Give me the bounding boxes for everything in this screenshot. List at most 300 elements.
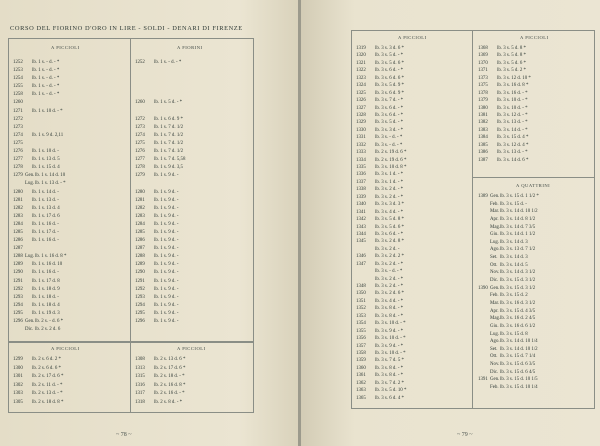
table-row xyxy=(356,75,470,82)
table-row xyxy=(135,91,249,99)
table-row xyxy=(135,278,249,286)
table-row xyxy=(135,229,249,237)
year-cell: 1336 xyxy=(356,172,366,178)
year-cell: 1356 xyxy=(356,336,366,342)
year-cell: 1391 xyxy=(478,377,488,383)
table-row xyxy=(356,320,470,327)
value-cell: lb. 3 s. 16 d. - * xyxy=(497,90,528,96)
column-divider xyxy=(130,342,131,412)
value-cell: lb. 3 s. 8 d. - * xyxy=(375,373,404,379)
value-cell: lb. 1 s. 15 d. 4 xyxy=(32,165,60,171)
table-row xyxy=(478,254,592,262)
value-cell: lb. 1 s. 9 d. 3,5 xyxy=(154,165,183,171)
value-cell: lb. 3 s. 5 d. 2 * xyxy=(497,68,526,74)
column-header: A PICCIOLI xyxy=(520,35,549,40)
value-cell: lb. 3 s. 4 d. - * xyxy=(375,298,404,304)
table-row xyxy=(478,67,592,74)
table-row xyxy=(13,91,127,99)
left-top-table xyxy=(8,38,254,343)
year-cell: 1348 xyxy=(356,284,366,289)
table-row xyxy=(478,361,592,369)
table-row xyxy=(356,238,470,245)
year-cell: 1375 xyxy=(478,83,488,89)
year-cell: 1290 xyxy=(13,270,23,276)
value-cell: lb. 3 s. - d. - * xyxy=(375,142,403,148)
table-row xyxy=(478,331,592,339)
left-bottom-col-1 xyxy=(13,356,127,412)
year-cell: 1332 xyxy=(356,142,366,148)
right-table xyxy=(351,30,595,409)
value-cell: lb. 1 s. 9 d. - xyxy=(154,205,179,211)
table-row xyxy=(356,164,470,171)
table-row xyxy=(13,261,127,269)
year-cell: 1389 xyxy=(478,194,488,199)
value-cell: lb. 3 s. 15 d. 4 * xyxy=(497,135,529,141)
year-cell: 1354 xyxy=(356,321,366,327)
value-cell: lb. 3 s. 16 d. 6 1/2 xyxy=(500,323,536,329)
value-cell: lb. 3 s. 2 d. - * xyxy=(375,261,404,267)
year-cell: 1280 xyxy=(135,189,145,195)
year-cell: 1329 xyxy=(356,120,366,126)
table-row xyxy=(356,357,470,364)
value-cell: lb. 1 s. 9 d. - xyxy=(154,246,179,252)
month-cell: Mar. xyxy=(490,300,500,306)
month-cell: Mar. xyxy=(490,209,500,215)
table-row xyxy=(356,209,470,216)
value-cell: lb. 1 s. 17 d. - xyxy=(32,229,59,235)
value-cell: lb. 3 s. 2 d. - * xyxy=(375,284,404,289)
year-cell: 1327 xyxy=(356,105,366,111)
table-row xyxy=(356,261,470,268)
year-cell: 1324 xyxy=(356,83,366,89)
value-cell: lb. 3 s. 1 d. - * xyxy=(375,179,404,185)
value-cell: lb. 1 s. 16 d. 8 * xyxy=(35,254,67,260)
table-row xyxy=(13,156,127,164)
value-cell: lb. 1 s. 6 d. 9 * xyxy=(154,116,183,122)
value-cell: lb. 1 s. 13 d. 4 xyxy=(32,205,60,211)
year-cell: 1330 xyxy=(356,127,366,133)
value-cell: lb. 3 s. 13 d. - * xyxy=(497,150,528,156)
value-cell: lb. 1 s. 13 d. 5 xyxy=(32,157,60,163)
table-row xyxy=(356,268,470,275)
year-cell: 1340 xyxy=(356,202,366,208)
year-cell: 1292 xyxy=(13,286,23,292)
year-cell: 1352 xyxy=(356,306,366,312)
table-row xyxy=(356,290,470,297)
value-cell: lb. 2 s. 6 d. 2 * xyxy=(32,357,61,362)
table-row xyxy=(135,132,249,140)
value-cell: lb. 3 s. 12 d. 10 * xyxy=(497,75,531,81)
value-cell: lb. 3 s. 6 d. - * xyxy=(375,112,404,118)
value-cell: lb. 3 s. 2 d. - * xyxy=(375,276,404,282)
table-row xyxy=(478,142,592,149)
value-cell: lb. 1 s. 9 d. - xyxy=(154,278,179,284)
table-row xyxy=(356,112,470,119)
table-row xyxy=(135,99,249,107)
table-row xyxy=(356,365,470,372)
value-cell: lb. 3 s. 5 d. - * xyxy=(375,120,404,126)
year-cell: 1290 xyxy=(135,270,145,276)
page-number: ~ 78 ~ xyxy=(116,432,132,438)
table-row xyxy=(356,328,470,335)
year-cell: 1370 xyxy=(478,60,488,66)
value-cell: lb. 3 s. 5 d. 9 * xyxy=(375,83,404,89)
value-cell: lb. 1 s. 17 d. 8 xyxy=(32,278,60,284)
value-cell: lb. 3 s. 14 d. 10 1/2 xyxy=(500,209,538,215)
month-cell: Ott. xyxy=(490,262,498,268)
table-row xyxy=(13,356,127,365)
value-cell: lb. 3 s. 6 d. - * xyxy=(375,68,404,74)
value-cell: lb. 3 s. - d. - * xyxy=(375,135,403,141)
year-cell: 1360 xyxy=(356,365,366,371)
value-cell: lb. 1 s. - d. - * xyxy=(32,60,60,65)
value-cell: lb. 1 s. 7 d. 1/2 xyxy=(154,149,184,155)
table-row xyxy=(478,112,592,119)
table-row xyxy=(13,221,127,229)
table-row xyxy=(13,172,127,180)
table-row xyxy=(13,390,127,399)
value-cell: lb. 1 s. - d. - * xyxy=(32,68,60,74)
value-cell: lb. 3 s. 10 d. - * xyxy=(497,105,528,111)
value-cell: lb. 2 s. 19 d. 6 * xyxy=(375,157,407,163)
table-row xyxy=(13,310,127,318)
value-cell: lb. 1 s. 17 d. 6 xyxy=(32,213,60,219)
year-cell: 1289 xyxy=(135,262,145,268)
table-row xyxy=(13,229,127,237)
column-header: A PICCIOLI xyxy=(177,346,206,351)
table-row xyxy=(478,353,592,361)
year-cell: 1260 xyxy=(13,100,23,106)
value-cell: lb. 1 s. 7 d. 5,58 xyxy=(154,157,186,163)
value-cell: lb. 3 s. 15 d. 3 1/2 xyxy=(500,285,536,291)
table-row xyxy=(135,253,249,261)
year-cell: 1313 xyxy=(135,365,145,371)
value-cell: lb. 3 s. 1 d. - * xyxy=(375,172,404,178)
table-row xyxy=(478,75,592,82)
table-row xyxy=(13,294,127,302)
value-cell: lb. 3 s. 15 d. 4 3/5 xyxy=(500,308,536,314)
table-row xyxy=(135,205,249,213)
table-row xyxy=(135,261,249,269)
year-cell: 1282 xyxy=(135,205,145,211)
year-cell: 1334 xyxy=(356,157,366,163)
table-row xyxy=(356,60,470,67)
year-cell: 1252 xyxy=(135,60,145,65)
table-row xyxy=(356,395,470,402)
value-cell: lb. 1 s. 9 d. - xyxy=(154,197,179,203)
year-cell: 1272 xyxy=(135,116,145,122)
table-row xyxy=(478,346,592,354)
year-cell: 1296 xyxy=(135,319,145,324)
year-cell: 1277 xyxy=(13,157,23,163)
value-cell: lb. 3 s. 10 d. - * xyxy=(497,98,528,104)
value-cell: lb. 2 s. 16 d. 8 * xyxy=(154,382,186,388)
table-row xyxy=(356,350,470,357)
year-cell: 1341 xyxy=(356,209,366,215)
month-cell: Lug. xyxy=(490,239,500,245)
table-row xyxy=(478,231,592,239)
year-cell: 1357 xyxy=(356,343,366,349)
table-row xyxy=(478,134,592,141)
value-cell: lb. 1 s. 9 d. - xyxy=(154,221,179,227)
year-cell: 1343 xyxy=(356,224,366,230)
value-cell: lb. 1 s. 14 d. 10 xyxy=(35,173,66,179)
year-cell: 1345 xyxy=(356,239,366,245)
table-row xyxy=(356,380,470,387)
table-row xyxy=(135,189,249,197)
table-row xyxy=(478,300,592,308)
year-cell: 1390 xyxy=(478,285,488,291)
year-cell: 1291 xyxy=(135,278,145,284)
table-row xyxy=(13,108,127,116)
table-row xyxy=(478,262,592,270)
table-row xyxy=(13,278,127,286)
year-cell: 1339 xyxy=(356,194,366,200)
year-cell: 1292 xyxy=(135,286,145,292)
value-cell: lb. 3 s. 15 d. 1 1/2 * xyxy=(500,194,539,199)
left-top-col-2 xyxy=(135,59,249,342)
value-cell: lb. 1 s. 9 d. - xyxy=(154,294,179,300)
year-cell: 1287 xyxy=(135,246,145,252)
year-cell: 1279 xyxy=(13,173,23,179)
table-row xyxy=(356,343,470,350)
value-cell: lb. 3 s. 10 d. - * xyxy=(375,336,406,342)
table-row xyxy=(478,105,592,112)
table-row xyxy=(135,286,249,294)
table-row xyxy=(13,302,127,310)
table-row xyxy=(356,90,470,97)
table-row xyxy=(478,224,592,232)
table-row xyxy=(135,83,249,91)
year-cell: 1253 xyxy=(13,68,23,74)
year-cell: 1381 xyxy=(478,112,488,118)
year-cell: 1362 xyxy=(356,380,366,386)
value-cell: lb. 2 s. 6 d. 6 * xyxy=(32,365,61,371)
table-row xyxy=(356,387,470,394)
year-cell: 1302 xyxy=(13,382,23,388)
value-cell: lb. 3 s. 13 d. - * xyxy=(497,120,528,126)
table-row xyxy=(13,132,127,140)
table-row xyxy=(13,205,127,213)
table-row xyxy=(478,338,592,346)
year-cell: 1385 xyxy=(478,142,488,148)
year-cell: 1294 xyxy=(13,302,23,308)
year-cell: 1299 xyxy=(13,357,23,362)
year-cell: 1320 xyxy=(356,53,366,59)
table-row xyxy=(135,197,249,205)
table-row xyxy=(13,180,127,188)
year-cell: 1305 xyxy=(13,399,23,405)
month-cell: Giu. xyxy=(490,323,499,329)
year-cell: 1326 xyxy=(356,98,366,104)
value-cell: lb. 3 s. 15 d. 10 1/5 xyxy=(500,377,538,383)
value-cell: lb. 1 s. 16 d. - xyxy=(32,270,59,276)
sub-header: A QUATTRINI xyxy=(516,183,551,188)
year-cell: 1342 xyxy=(356,217,366,223)
value-cell: lb. 1 s. 9 d. - xyxy=(154,262,179,268)
value-cell: lb. 3 s. 14 d. 3 1/2 xyxy=(500,270,536,276)
value-cell: lb. 1 s. 18 d. - xyxy=(32,294,59,300)
value-cell: lb. 3 s. 6 d. - * xyxy=(375,231,404,237)
year-cell: 1363 xyxy=(356,388,366,394)
table-row xyxy=(135,116,249,124)
table-row xyxy=(356,142,470,149)
year-cell: 1273 xyxy=(135,124,145,130)
month-cell: Lug. xyxy=(25,181,35,187)
value-cell: lb. 1 s. 13 d. - * xyxy=(35,181,66,187)
value-cell: lb. 2 s. 8 d. - * xyxy=(154,399,183,405)
month-cell: Feb. xyxy=(490,293,499,299)
table-row xyxy=(356,134,470,141)
table-row xyxy=(135,164,249,172)
year-cell: 1319 xyxy=(356,46,366,51)
year-cell: 1272 xyxy=(13,116,23,122)
page-number: ~ 79 ~ xyxy=(457,432,473,438)
right-col-1 xyxy=(356,45,470,408)
value-cell: lb. 1 s. 7 d. 1/2 xyxy=(154,132,184,138)
value-cell: lb. 1 s. 9 d. - xyxy=(154,254,179,260)
year-cell: 1373 xyxy=(478,75,488,81)
value-cell: lb. 1 s. 16 d. - xyxy=(32,238,59,244)
year-cell: 1337 xyxy=(356,179,366,185)
table-row xyxy=(478,45,592,52)
value-cell: lb. 3 s. 4 d. - * xyxy=(375,209,404,215)
year-cell: 1283 xyxy=(135,213,145,219)
year-cell: 1384 xyxy=(478,135,488,141)
year-cell: 1276 xyxy=(13,149,23,155)
table-row xyxy=(478,308,592,316)
column-header: A FIORINI xyxy=(177,45,203,50)
table-row xyxy=(135,310,249,318)
month-cell: Lug. xyxy=(25,254,35,260)
column-header: A PICCIOLI xyxy=(398,35,427,40)
value-cell: lb. 3 s. 12 d. 4 * xyxy=(497,142,529,148)
value-cell: lb. 1 s. - d. - * xyxy=(32,84,60,90)
value-cell: lb. 2 s. 17 d. 6 * xyxy=(32,374,64,380)
value-cell: lb. 3 s. 5 d. 8 * xyxy=(497,53,526,59)
year-cell: 1316 xyxy=(135,382,145,388)
value-cell: lb. 1 s. - d. - * xyxy=(32,92,60,98)
value-cell: lb. 3 s. 6 d. 6 * xyxy=(375,75,404,81)
value-cell: lb. 1 s. - d. - * xyxy=(154,60,182,65)
table-row xyxy=(13,373,127,382)
value-cell: lb. 2 s. 17 d. 6 * xyxy=(154,365,186,371)
table-row xyxy=(478,193,592,201)
value-cell: lb. 3 s. 2 d. - xyxy=(375,246,400,252)
year-cell: 1288 xyxy=(13,254,23,260)
value-cell: lb. 3 s. 15 d. 2 xyxy=(500,293,528,299)
value-cell: lb. 2 s. - d. 6 * xyxy=(35,319,64,324)
value-cell: lb. 3 s. 16 d. 3 1/2 xyxy=(500,300,536,306)
table-row xyxy=(356,372,470,379)
table-row xyxy=(135,326,249,334)
value-cell: lb. 3 s. 5 d. 6 * xyxy=(375,60,404,66)
year-cell: 1291 xyxy=(13,278,23,284)
value-cell: lb. 3 s. 10 d. 8 * xyxy=(375,165,407,170)
value-cell: lb. 3 s. 3 d. - * xyxy=(375,127,404,133)
year-cell: 1285 xyxy=(135,229,145,235)
year-cell: 1368 xyxy=(478,46,488,51)
table-row xyxy=(135,245,249,253)
table-row xyxy=(13,286,127,294)
value-cell: lb. 3 s. 2 d. - * xyxy=(375,194,404,200)
table-row xyxy=(13,75,127,83)
value-cell: lb. 3 s. 5 d. 8 * xyxy=(497,46,526,51)
year-cell: 1293 xyxy=(13,294,23,300)
year-cell: 1275 xyxy=(13,140,23,146)
table-row xyxy=(478,149,592,156)
table-row xyxy=(13,399,127,408)
table-row xyxy=(13,148,127,156)
value-cell: lb. 2 s. 13 d. - * xyxy=(32,391,63,397)
year-cell: 1383 xyxy=(478,127,488,133)
year-cell: 1255 xyxy=(13,84,23,90)
value-cell: lb. 1 s. 7 d. 1/2 xyxy=(154,140,184,146)
value-cell: lb. 1 s. 9 d. - xyxy=(154,310,179,316)
column-divider xyxy=(472,31,473,408)
year-cell: 1300 xyxy=(13,365,23,371)
year-cell: 1347 xyxy=(356,261,366,267)
year-cell: 1350 xyxy=(356,291,366,297)
year-cell: 1293 xyxy=(135,294,145,300)
table-row xyxy=(13,213,127,221)
table-row xyxy=(356,171,470,178)
year-cell: 1378 xyxy=(478,90,488,96)
month-cell: Dic. xyxy=(25,327,34,333)
table-row xyxy=(13,116,127,124)
value-cell: lb. 3 s. 5 d. 10 * xyxy=(375,388,407,394)
table-row xyxy=(356,246,470,253)
month-cell: Mag. xyxy=(490,224,501,230)
table-row xyxy=(478,369,592,377)
table-row xyxy=(478,97,592,104)
table-row xyxy=(356,298,470,305)
table-row xyxy=(135,59,249,67)
left-bottom-col-2 xyxy=(135,356,249,412)
year-cell: 1351 xyxy=(356,298,366,304)
month-cell: Ago. xyxy=(490,247,500,253)
table-row xyxy=(478,239,592,247)
table-row xyxy=(13,83,127,91)
value-cell: lb. 3 s. 6 d. 9 * xyxy=(375,90,404,96)
table-row xyxy=(135,140,249,148)
month-cell: Set. xyxy=(490,346,498,352)
column-divider xyxy=(130,39,131,342)
year-cell: 1277 xyxy=(135,157,145,163)
year-cell: 1346 xyxy=(356,254,366,260)
table-row xyxy=(478,384,592,392)
left-top-col-1 xyxy=(13,59,127,342)
table-row xyxy=(135,156,249,164)
value-cell: lb. 3 s. 8 d. - * xyxy=(375,306,404,312)
table-row xyxy=(356,224,470,231)
year-cell: 1382 xyxy=(478,120,488,126)
month-cell: Dic. xyxy=(490,278,499,284)
value-cell: lb. 1 s. 18 d. 4 xyxy=(32,302,60,308)
table-row xyxy=(478,82,592,89)
column-header: A PICCIOLI xyxy=(51,346,80,351)
year-cell: 1260 xyxy=(135,100,145,106)
year-cell: 1308 xyxy=(135,357,145,362)
value-cell: lb. 1 s. 9 d. 2,11 xyxy=(32,132,64,138)
value-cell: lb. 1 s. 9 d. - xyxy=(154,319,179,324)
value-cell: lb. 1 s. 9 d. - xyxy=(154,238,179,244)
year-cell: 1361 xyxy=(356,373,366,379)
month-cell: Ott. xyxy=(490,354,498,360)
value-cell: lb. 3 s. 14 d. 7 3/5 xyxy=(500,224,536,230)
year-cell: 1281 xyxy=(13,197,23,203)
value-cell: lb. 3 s. 14 d. 1 1/2 xyxy=(500,232,536,238)
